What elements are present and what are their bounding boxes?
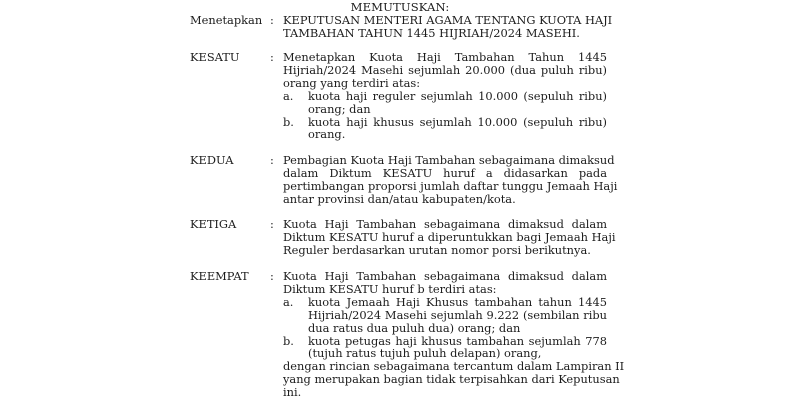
- text-line: KEPUTUSAN MENTERI AGAMA TENTANG KUOTA HAJI: [283, 13, 613, 27]
- text-line: TAMBAHAN TAHUN 1445 HIJRIAH/2024 MASEHI.: [283, 25, 580, 40]
- section-body: [283, 51, 607, 141]
- text-line: Hijriah/2024 Masehi sejumlah 20.000 (dua puluh ribu): [283, 62, 607, 77]
- text-line: dengan rincian sebagaimana tercantum dalam Lampiran II: [283, 359, 625, 374]
- section-colon: :: [270, 13, 274, 27]
- text-line: ini.: [283, 385, 302, 400]
- text-line: Hijriah/2024 Masehi sejumlah 9.222 (sembilan ribu: [308, 307, 607, 322]
- decree-heading: MEMUTUSKAN:: [350, 0, 450, 14]
- text-line: orang; dan: [308, 101, 371, 116]
- list-marker: a.: [283, 294, 294, 309]
- text-line: Menetapkan Kuota Haji Tambahan Tahun 1445: [283, 50, 607, 64]
- section-body: [283, 217, 616, 257]
- section-label: KEDUA: [190, 153, 234, 167]
- text-line: kuota Jemaah Haji Khusus tambahan tahun 1445: [308, 294, 607, 309]
- section-label: KETIGA: [190, 217, 237, 231]
- section-body: [283, 269, 625, 400]
- text-line: kuota petugas haji khusus tambahan sejumlah 778: [308, 333, 607, 348]
- text-line: (tujuh ratus tujuh puluh delapan) orang,: [308, 346, 542, 361]
- section-label: KEEMPAT: [190, 269, 249, 283]
- text-line: orang yang terdiri atas:: [283, 75, 421, 90]
- text-line: Kuota Haji Tambahan sebagaimana dimaksud dalam: [283, 217, 607, 231]
- text-line: yang merupakan bagian tidak terpisahkan dari Keputusan: [283, 372, 620, 387]
- section-colon: :: [270, 153, 274, 167]
- list-marker: a.: [283, 88, 294, 103]
- text-line: Pembagian Kuota Haji Tambahan sebagaimana dimaksud: [283, 153, 615, 167]
- list-marker: b.: [283, 333, 294, 348]
- text-line: Kuota Haji Tambahan sebagaimana dimaksud dalam: [283, 269, 607, 283]
- text-line: kuota haji reguler sejumlah 10.000 (sepuluh ribu): [308, 88, 607, 103]
- text-line: dalam Diktum KESATU huruf a didasarkan pada: [283, 165, 607, 180]
- section-body: [283, 153, 618, 206]
- text-line: Reguler berdasarkan urutan nomor porsi berikutnya.: [283, 242, 591, 257]
- text-line: Diktum KESATU huruf a diperuntukkan bagi Jemaah Haji: [283, 229, 616, 244]
- text-line: kuota haji khusus sejumlah 10.000 (sepuluh ribu): [308, 114, 607, 129]
- section-colon: :: [270, 50, 274, 64]
- section-label: KESATU: [190, 50, 240, 64]
- section-body: [283, 13, 613, 40]
- text-line: dua ratus dua puluh dua) orang; dan: [308, 320, 521, 335]
- section-colon: :: [270, 269, 274, 283]
- list-item: [283, 90, 607, 116]
- list-item: [283, 116, 607, 142]
- list-marker: b.: [283, 114, 294, 129]
- text-line: pertimbangan proporsi jumlah daftar tunggu Jemaah Haji: [283, 178, 618, 193]
- list-item: [283, 335, 607, 361]
- text-line: antar provinsi dan/atau kabupaten/kota.: [283, 191, 516, 206]
- text-line: Diktum KESATU huruf b terdiri atas:: [283, 281, 497, 296]
- section-label: Menetapkan: [190, 13, 263, 27]
- list-item: [283, 296, 607, 335]
- text-line: orang.: [308, 127, 346, 142]
- section-colon: :: [270, 217, 274, 231]
